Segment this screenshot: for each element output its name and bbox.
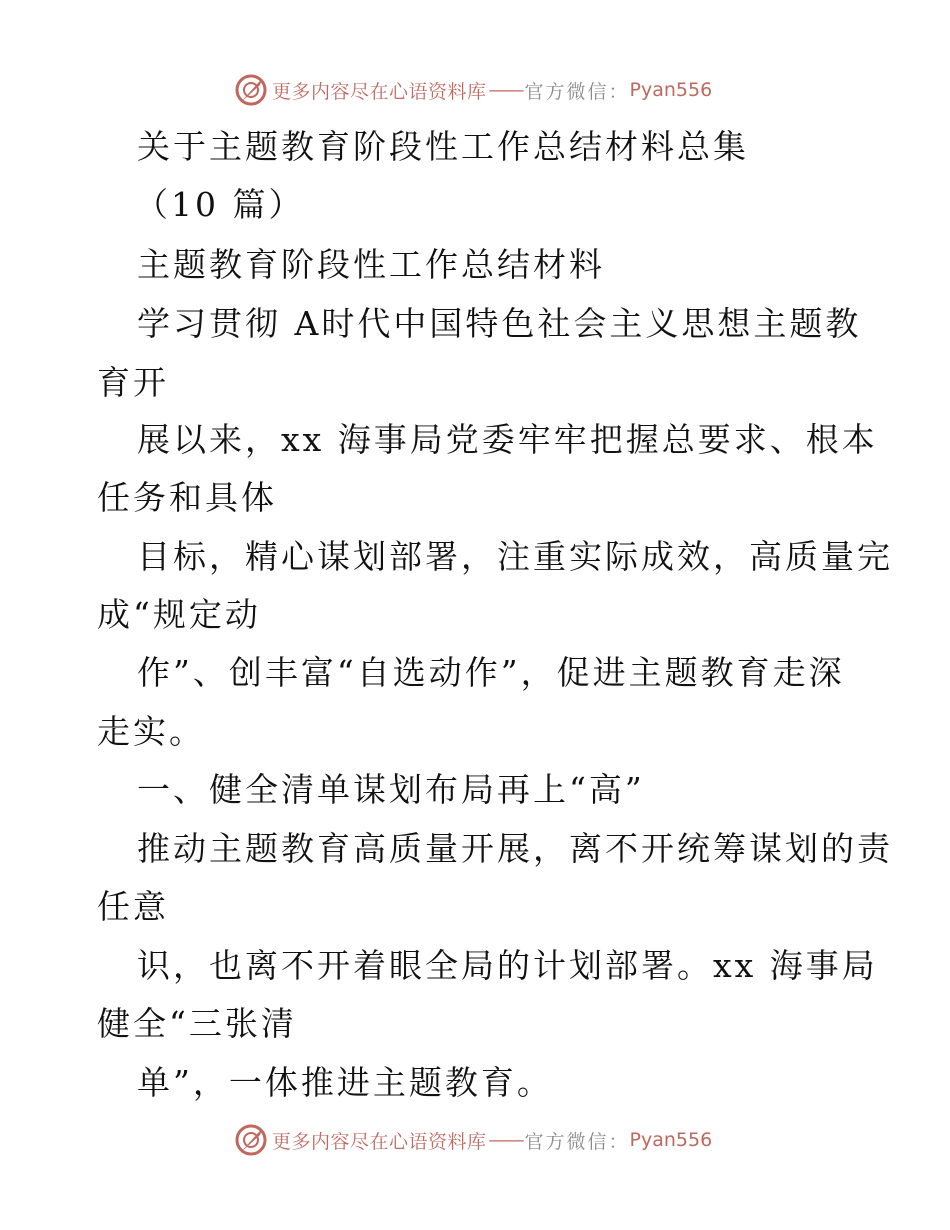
watermark-dash: —— [488, 1129, 523, 1151]
quill-logo-icon [234, 73, 268, 107]
watermark-label: 官方微信： [524, 80, 630, 103]
paragraph-line: 育开 [97, 363, 169, 402]
paragraph-line: 任意 [97, 887, 169, 926]
document-subtitle: （10 篇） [135, 185, 305, 224]
quill-logo-icon [234, 1123, 268, 1157]
paragraph-line: 学习贯彻 A时代中国特色社会主义思想主题教 [137, 304, 862, 343]
paragraph-line: 单”，一体推进主题教育。 [137, 1063, 553, 1102]
paragraph-line: 目标，精心谋划部署，注重实际成效，高质量完 [137, 537, 893, 576]
watermark-label: 官方微信： [524, 1130, 630, 1153]
paragraph-line: 走实。 [97, 712, 205, 751]
section-heading: 主题教育阶段性工作总结材料 [137, 245, 605, 284]
paragraph-line: 识，也离不开着眼全局的计划部署。xx 海事局 [137, 946, 878, 985]
section-heading: 一、健全清单谋划布局再上“高” [137, 770, 645, 809]
watermark-brand: 更多内容尽在心语资料库 [272, 1130, 487, 1153]
watermark-brand: 更多内容尽在心语资料库 [272, 80, 487, 103]
paragraph-line: 展以来，xx 海事局党委牢牢把握总要求、根本 [137, 420, 878, 459]
paragraph-line: 健全“三张清 [97, 1004, 297, 1043]
watermark-wechat-id: Pyan556 [629, 1129, 713, 1151]
watermark-dash: —— [488, 79, 523, 101]
footer-watermark [234, 1123, 712, 1157]
paragraph-line: 成“规定动 [97, 595, 261, 634]
paragraph-line: 推动主题教育高质量开展，离不开统筹谋划的责 [137, 829, 893, 868]
paragraph-line: 任务和具体 [97, 478, 277, 517]
paragraph-line: 作”、创丰富“自选动作”，促进主题教育走深 [137, 653, 845, 692]
watermark-wechat-id: Pyan556 [629, 79, 713, 101]
document-title: 关于主题教育阶段性工作总结材料总集 [137, 127, 749, 166]
header-watermark [234, 73, 712, 107]
